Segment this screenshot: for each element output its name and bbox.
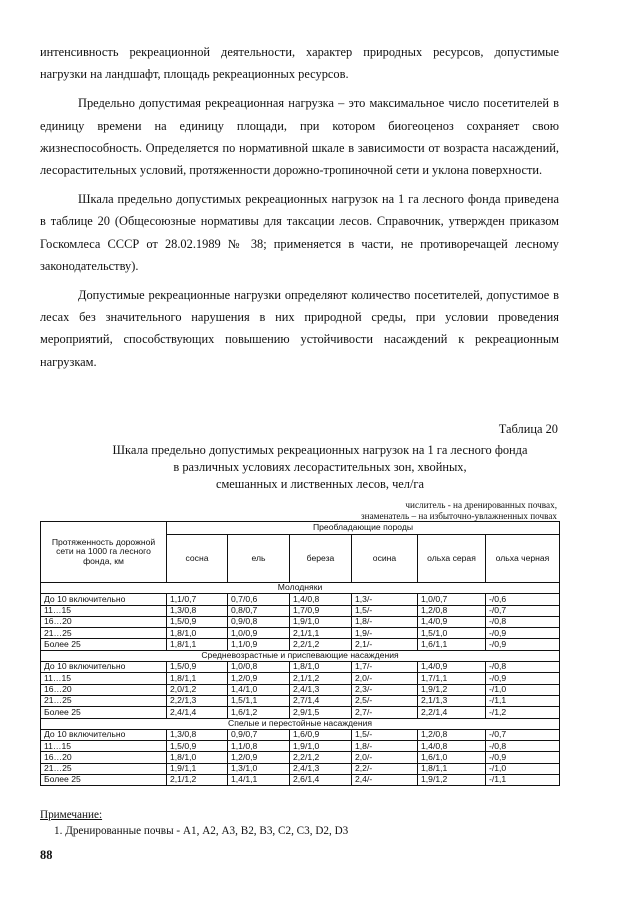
table-row xyxy=(41,662,560,673)
value-cell: 1,8/1,0 xyxy=(167,628,228,639)
value-cell: 1,3/0,8 xyxy=(167,729,228,740)
value-cell: 1,8/1,1 xyxy=(167,673,228,684)
body-text xyxy=(40,41,559,380)
row-label-cell: Более 25 xyxy=(41,707,167,718)
value-cell: 1,4/0,8 xyxy=(418,741,486,752)
value-cell: -/1,0 xyxy=(486,763,560,774)
value-cell: 2,1/1,2 xyxy=(167,775,228,786)
value-cell: -/0,7 xyxy=(486,605,560,616)
row-label-cell: До 10 включительно xyxy=(41,662,167,673)
row-label-cell: 11…15 xyxy=(41,605,167,616)
row-label-cell: 16…20 xyxy=(41,616,167,627)
species-header-cell: Преобладающие породы xyxy=(167,522,560,535)
value-cell: -/0,8 xyxy=(486,662,560,673)
value-cell: 1,6/1,1 xyxy=(418,639,486,650)
value-cell: 2,4/1,3 xyxy=(290,684,352,695)
table-row xyxy=(41,594,560,605)
value-cell: 1,6/1,2 xyxy=(228,707,290,718)
column-header: береза xyxy=(290,535,352,583)
value-cell: 1,9/1,0 xyxy=(290,741,352,752)
row-label-cell: 21…25 xyxy=(41,695,167,706)
value-cell: -/0,7 xyxy=(486,729,560,740)
value-cell: 1,9/- xyxy=(352,628,418,639)
value-cell: 1,9/1,1 xyxy=(167,763,228,774)
row-label-cell: До 10 включительно xyxy=(41,594,167,605)
value-cell: 2,3/- xyxy=(352,684,418,695)
value-cell: 2,1/- xyxy=(352,639,418,650)
table-row xyxy=(41,729,560,740)
row-label-cell: 16…20 xyxy=(41,752,167,763)
column-header: осина xyxy=(352,535,418,583)
table-row xyxy=(41,616,560,627)
value-cell: 0,8/0,7 xyxy=(228,605,290,616)
value-cell: 1,7/- xyxy=(352,662,418,673)
value-cell: 1,0/0,7 xyxy=(418,594,486,605)
notes-item: 1. Дренированные почвы - А1, А2, А3, В2, В3, С2, С3, D2, D3 xyxy=(54,825,349,837)
value-cell: -/1,1 xyxy=(486,775,560,786)
row-label-cell: 11…15 xyxy=(41,673,167,684)
value-cell: 2,9/1,5 xyxy=(290,707,352,718)
value-cell: 2,1/1,3 xyxy=(418,695,486,706)
value-cell: 2,2/- xyxy=(352,763,418,774)
notes xyxy=(40,807,560,839)
value-cell: -/0,8 xyxy=(486,616,560,627)
value-cell: 1,7/0,9 xyxy=(290,605,352,616)
row-label-cell: 21…25 xyxy=(41,763,167,774)
value-cell: -/0,9 xyxy=(486,639,560,650)
column-header: ольха черная xyxy=(486,535,560,583)
table-note xyxy=(257,500,557,521)
value-cell: 1,9/1,0 xyxy=(290,616,352,627)
table-row xyxy=(41,707,560,718)
table-row xyxy=(41,752,560,763)
table-title-line: Шкала предельно допустимых рекреационных нагрузок на 1 га лесного фонда xyxy=(112,443,528,457)
value-cell: 1,8/1,1 xyxy=(167,639,228,650)
table-row xyxy=(41,673,560,684)
value-cell: 1,8/1,1 xyxy=(418,763,486,774)
table-title-line: смешанных и лиственных лесов, чел/га xyxy=(215,477,425,491)
table-note-line: знаменатель – на избыточно-увлажненных почвах xyxy=(361,510,557,521)
group-header-cell: Молодняки xyxy=(41,583,560,594)
table-body xyxy=(41,583,560,786)
value-cell: 1,3/1,0 xyxy=(228,763,290,774)
value-cell: 1,5/0,9 xyxy=(167,741,228,752)
value-cell: 1,2/0,9 xyxy=(228,752,290,763)
value-cell: 1,2/0,9 xyxy=(228,673,290,684)
value-cell: -/1,1 xyxy=(486,695,560,706)
value-cell: 1,0/0,8 xyxy=(228,662,290,673)
value-cell: 2,0/1,2 xyxy=(167,684,228,695)
value-cell: 2,2/1,4 xyxy=(418,707,486,718)
table-row xyxy=(41,775,560,786)
value-cell: 2,7/1,4 xyxy=(290,695,352,706)
row-label-cell: Более 25 xyxy=(41,639,167,650)
group-row xyxy=(41,718,560,729)
value-cell: 1,3/- xyxy=(352,594,418,605)
value-cell: 1,1/0,7 xyxy=(167,594,228,605)
value-cell: 1,5/- xyxy=(352,605,418,616)
table-title-line: в различных условиях лесорастительных зон, хвойных, xyxy=(173,460,467,474)
value-cell: 1,2/0,8 xyxy=(418,729,486,740)
value-cell: 2,7/- xyxy=(352,707,418,718)
group-row xyxy=(41,650,560,661)
row-label-cell: До 10 включительно xyxy=(41,729,167,740)
column-header: сосна xyxy=(167,535,228,583)
value-cell: 2,5/- xyxy=(352,695,418,706)
value-cell: 1,6/0,9 xyxy=(290,729,352,740)
value-cell: 2,2/1,2 xyxy=(290,639,352,650)
value-cell: 1,5/0,9 xyxy=(167,662,228,673)
value-cell: 2,4/1,4 xyxy=(167,707,228,718)
value-cell: 1,2/0,8 xyxy=(418,605,486,616)
load-scale-table xyxy=(40,521,560,786)
value-cell: 1,9/1,2 xyxy=(418,775,486,786)
value-cell: 1,5/1,1 xyxy=(228,695,290,706)
value-cell: 0,9/0,7 xyxy=(228,729,290,740)
value-cell: 0,7/0,6 xyxy=(228,594,290,605)
value-cell: 1,4/1,0 xyxy=(228,684,290,695)
value-cell: -/1,2 xyxy=(486,707,560,718)
value-cell: 1,4/1,1 xyxy=(228,775,290,786)
page-number: 88 xyxy=(40,848,53,862)
table-title xyxy=(40,442,600,493)
value-cell: -/0,8 xyxy=(486,741,560,752)
value-cell: 1,8/1,0 xyxy=(167,752,228,763)
row-label-cell: 16…20 xyxy=(41,684,167,695)
value-cell: 1,6/1,0 xyxy=(418,752,486,763)
value-cell: 1,8/- xyxy=(352,616,418,627)
value-cell: 0,9/0,8 xyxy=(228,616,290,627)
table-row xyxy=(41,763,560,774)
paragraph: Предельно допустимая рекреационная нагрузка – это максимальное число посетителей в единицу времени на единицу площади, при котором биогеоценоз сохраняет свою жизнеспособность. Определяется по нормативной шкале в зависимости от возраста насаждений, лесорастительных условий, протяженности дорожно-тропиночной сети и уклона поверхности. xyxy=(40,96,559,178)
value-cell: -/0,9 xyxy=(486,628,560,639)
value-cell: 1,9/1,2 xyxy=(418,684,486,695)
row-header-cell: Протяженность дорожной сети на 1000 га лесного фонда, км xyxy=(41,522,167,583)
row-label-cell: 11…15 xyxy=(41,741,167,752)
value-cell: -/0,9 xyxy=(486,673,560,684)
paragraph: Шкала предельно допустимых рекреационных нагрузок на 1 га лесного фонда приведена в таблице 20 (Общесоюзные нормативы для таксации лесов. Справочник, утвержден приказом Госкомлеса СССР от 28.02.1989 № 38; применяется в части, не противоречащей лесному законодательству). xyxy=(40,192,559,273)
value-cell: 2,0/- xyxy=(352,673,418,684)
value-cell: 1,4/0,9 xyxy=(418,616,486,627)
value-cell: 1,8/- xyxy=(352,741,418,752)
value-cell: -/1,0 xyxy=(486,684,560,695)
table-row xyxy=(41,684,560,695)
group-row xyxy=(41,583,560,594)
table-row xyxy=(41,605,560,616)
table-label: Таблица 20 xyxy=(498,422,558,436)
column-header: ель xyxy=(228,535,290,583)
paragraph: интенсивность рекреационной деятельности, характер природных ресурсов, допустимые нагрузки на ландшафт, площадь рекреационных ресурсов. xyxy=(40,45,559,82)
table-row xyxy=(41,695,560,706)
value-cell: 1,7/1,1 xyxy=(418,673,486,684)
group-header-cell: Средневозрастные и приспевающие насаждения xyxy=(41,650,560,661)
value-cell: 2,1/1,1 xyxy=(290,628,352,639)
value-cell: 2,2/1,2 xyxy=(290,752,352,763)
value-cell: 2,4/- xyxy=(352,775,418,786)
value-cell: 1,4/0,9 xyxy=(418,662,486,673)
value-cell: 2,0/- xyxy=(352,752,418,763)
row-label-cell: 21…25 xyxy=(41,628,167,639)
value-cell: 1,3/0,8 xyxy=(167,605,228,616)
value-cell: 1,5/1,0 xyxy=(418,628,486,639)
table-row xyxy=(41,628,560,639)
group-header-cell: Спелые и перестойные насаждения xyxy=(41,718,560,729)
value-cell: -/0,9 xyxy=(486,752,560,763)
value-cell: 1,5/- xyxy=(352,729,418,740)
value-cell: 1,1/0,9 xyxy=(228,639,290,650)
row-label-cell: Более 25 xyxy=(41,775,167,786)
table-row xyxy=(41,741,560,752)
table-row xyxy=(41,639,560,650)
value-cell: 1,4/0,8 xyxy=(290,594,352,605)
value-cell: 2,6/1,4 xyxy=(290,775,352,786)
value-cell: 1,1/0,8 xyxy=(228,741,290,752)
value-cell: 1,5/0,9 xyxy=(167,616,228,627)
value-cell: -/0,6 xyxy=(486,594,560,605)
value-cell: 2,2/1,3 xyxy=(167,695,228,706)
column-header: ольха серая xyxy=(418,535,486,583)
value-cell: 1,8/1,0 xyxy=(290,662,352,673)
value-cell: 2,1/1,2 xyxy=(290,673,352,684)
table-note-line: числитель - на дренированных почвах, xyxy=(405,500,557,510)
value-cell: 2,4/1,3 xyxy=(290,763,352,774)
notes-title: Примечание: xyxy=(40,809,103,821)
value-cell: 1,0/0,9 xyxy=(228,628,290,639)
paragraph: Допустимые рекреационные нагрузки определяют количество посетителей, допустимое в лесах без значительного нарушения в них природной среды, при условии проведения мероприятий, способствующих повышению устойчивости насаждений к рекреационным нагрузкам. xyxy=(40,288,559,369)
